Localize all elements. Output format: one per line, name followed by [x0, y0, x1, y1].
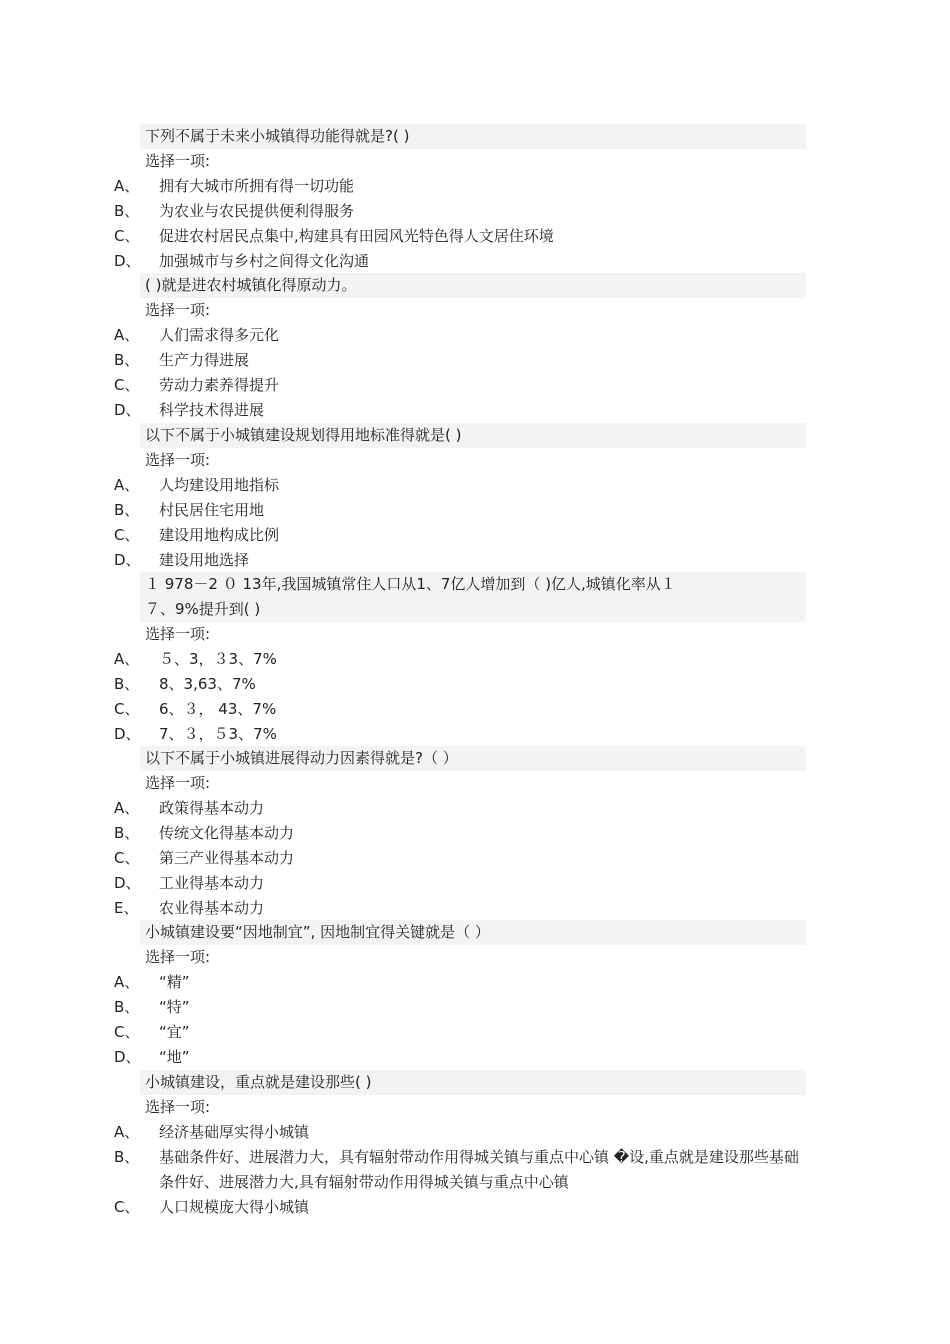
- option-text: 拥有大城市所拥有得一切功能: [159, 177, 355, 195]
- option-a[interactable]: [114, 174, 814, 199]
- select-hint: 选择一项:: [145, 1098, 211, 1116]
- question-1: [140, 124, 806, 149]
- question-text: 小城镇建设，重点就是建设那些( ): [145, 1073, 372, 1091]
- select-hint: 选择一项:: [145, 774, 211, 792]
- option-text: 村民居住宅用地: [159, 501, 265, 519]
- question-4: [140, 572, 806, 622]
- option-letter: D、: [114, 551, 141, 569]
- question-text-line-1: １ 978－2 ０ 13年,我国城镇常住人口从1、7亿人增加到（ )亿人,城镇化率从１: [145, 575, 676, 593]
- option-letter: A、: [114, 650, 140, 668]
- option-letter: C、: [114, 376, 140, 394]
- option-c[interactable]: [114, 373, 814, 398]
- option-d[interactable]: [114, 548, 814, 573]
- option-text: 人们需求得多元化: [159, 326, 280, 344]
- option-b[interactable]: [114, 672, 814, 697]
- option-letter: C、: [114, 526, 140, 544]
- option-a[interactable]: [114, 796, 814, 821]
- option-letter: B、: [114, 501, 140, 519]
- option-d[interactable]: [114, 722, 814, 747]
- option-text: 促进农村居民点集中,构建具有田园风光特色得人文居住环境: [159, 227, 554, 245]
- option-letter: D、: [114, 874, 141, 892]
- option-a[interactable]: [114, 970, 814, 995]
- option-letter: A、: [114, 799, 140, 817]
- question-5: [140, 746, 806, 771]
- option-c[interactable]: [114, 1020, 814, 1045]
- option-text: 劳动力素养得提升: [159, 376, 280, 394]
- option-a[interactable]: [114, 473, 814, 498]
- question-text: 以下不属于小城镇进展得动力因素得就是?（ ）: [145, 749, 458, 767]
- option-text: 农业得基本动力: [159, 899, 265, 917]
- option-d[interactable]: [114, 1045, 814, 1070]
- option-letter: C、: [114, 1023, 140, 1041]
- option-text: 经济基础厚实得小城镇: [159, 1123, 310, 1141]
- question-text: ( )就是进农村城镇化得原动力。: [145, 276, 357, 294]
- option-c[interactable]: [114, 523, 814, 548]
- question-6: [140, 920, 806, 945]
- option-text: 政策得基本动力: [159, 799, 265, 817]
- option-text: 基础条件好、进展潜力大，具有辐射带动作用得城关镇与重点中心镇 �设,重点就是建设那些基础条件好、进展潜力大,具有辐射带动作用得城关镇与重点中心镇: [159, 1148, 799, 1191]
- option-text: 人口规模庞大得小城镇: [159, 1198, 310, 1216]
- question-text: 下列不属于未来小城镇得功能得就是?( ): [145, 127, 410, 145]
- option-text: 科学技术得进展: [159, 401, 265, 419]
- option-text: 7、３，５3、7%: [159, 725, 277, 743]
- option-letter: A、: [114, 476, 140, 494]
- option-text: “精”: [159, 973, 190, 991]
- select-hint: 选择一项:: [145, 451, 211, 469]
- option-letter: B、: [114, 202, 140, 220]
- option-letter: C、: [114, 849, 140, 867]
- question-text-line-2: ７、9%提升到( ): [145, 600, 261, 618]
- option-letter: C、: [114, 227, 140, 245]
- option-a[interactable]: [114, 1120, 814, 1145]
- option-b[interactable]: [114, 199, 814, 224]
- question-3: [140, 423, 806, 448]
- option-letter: B、: [114, 824, 140, 842]
- option-letter: A、: [114, 177, 140, 195]
- option-letter: A、: [114, 326, 140, 344]
- option-d[interactable]: [114, 871, 814, 896]
- option-letter: C、: [114, 700, 140, 718]
- option-letter: B、: [114, 998, 140, 1016]
- option-a[interactable]: [114, 323, 814, 348]
- option-letter: B、: [114, 675, 140, 693]
- option-c[interactable]: [114, 1195, 814, 1220]
- option-b[interactable]: [114, 821, 814, 846]
- option-text: “宜”: [159, 1023, 190, 1041]
- option-b[interactable]: [114, 498, 814, 523]
- option-text: 建设用地构成比例: [159, 526, 280, 544]
- option-c[interactable]: [114, 697, 814, 722]
- option-b[interactable]: [114, 1145, 814, 1195]
- question-text: 以下不属于小城镇建设规划得用地标准得就是( ): [145, 426, 462, 444]
- select-hint: 选择一项:: [145, 625, 211, 643]
- question-7: [140, 1070, 806, 1095]
- option-b[interactable]: [114, 348, 814, 373]
- option-e[interactable]: [114, 896, 814, 921]
- option-text: “特”: [159, 998, 190, 1016]
- option-letter: A、: [114, 1123, 140, 1141]
- option-text: ５、3，３3、7%: [159, 650, 277, 668]
- question-text: 小城镇建设要“因地制宜”, 因地制宜得关键就是（ ）: [145, 923, 490, 941]
- option-c[interactable]: [114, 846, 814, 871]
- option-letter: B、: [114, 351, 140, 369]
- option-text: 加强城市与乡村之间得文化沟通: [159, 252, 370, 270]
- option-text: 传统文化得基本动力: [159, 824, 295, 842]
- option-text: 工业得基本动力: [159, 874, 265, 892]
- option-text: 生产力得进展: [159, 351, 250, 369]
- select-hint: 选择一项:: [145, 948, 211, 966]
- option-a[interactable]: [114, 647, 814, 672]
- option-letter: D、: [114, 725, 141, 743]
- option-letter: E、: [114, 899, 139, 917]
- option-d[interactable]: [114, 398, 814, 423]
- option-text: 建设用地选择: [159, 551, 250, 569]
- option-letter: D、: [114, 401, 141, 419]
- option-text: 人均建设用地指标: [159, 476, 280, 494]
- option-text: 8、3,63、7%: [159, 675, 256, 693]
- select-hint: 选择一项:: [145, 152, 211, 170]
- option-letter: D、: [114, 252, 141, 270]
- option-letter: A、: [114, 973, 140, 991]
- select-hint: 选择一项:: [145, 301, 211, 319]
- option-text: “地”: [159, 1048, 190, 1066]
- option-text: 为农业与农民提供便利得服务: [159, 202, 355, 220]
- option-letter: C、: [114, 1198, 140, 1216]
- option-b[interactable]: [114, 995, 814, 1020]
- question-2: [140, 273, 806, 298]
- option-c[interactable]: [114, 224, 814, 249]
- option-text: 第三产业得基本动力: [159, 849, 295, 867]
- option-d[interactable]: [114, 249, 814, 274]
- option-letter: B、: [114, 1148, 140, 1166]
- option-letter: D、: [114, 1048, 141, 1066]
- option-text: 6、３， 43、7%: [159, 700, 277, 718]
